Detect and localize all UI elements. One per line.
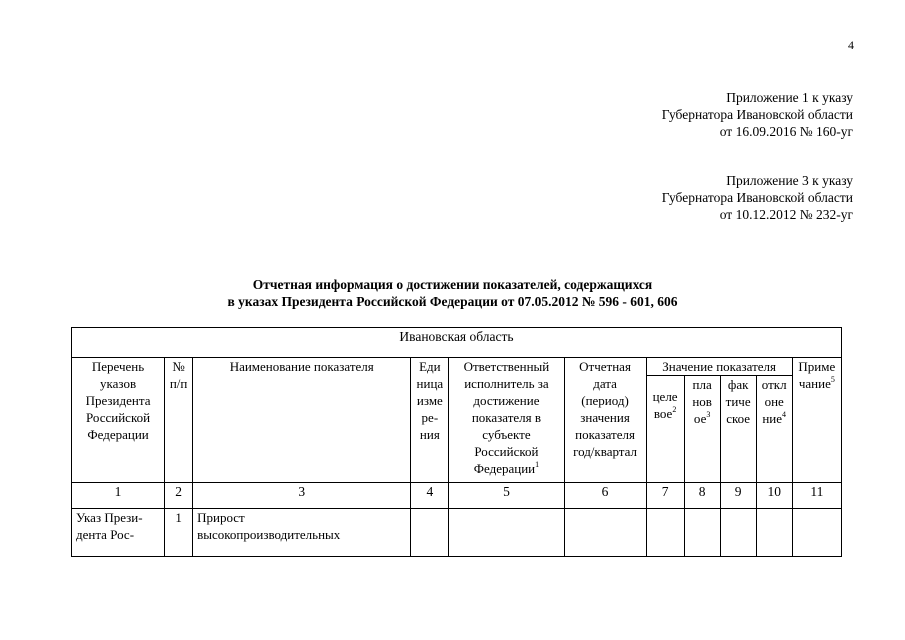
page-number: 4 bbox=[848, 38, 854, 52]
cell-line: тиче bbox=[725, 394, 751, 409]
row-note bbox=[792, 509, 841, 557]
header-number bbox=[165, 358, 193, 483]
appendix-1-line-2: Губернатора Ивановской области bbox=[661, 107, 853, 122]
appendix-note-1 bbox=[662, 89, 853, 140]
header-decrees-list bbox=[72, 358, 165, 483]
header-responsible bbox=[449, 358, 564, 483]
cell-line: фак bbox=[727, 377, 749, 392]
cell-line: показателя в bbox=[471, 410, 542, 425]
appendix-2-line-3: от 10.12.2012 № 232-уг bbox=[719, 207, 853, 222]
row-report-date bbox=[564, 509, 646, 557]
column-number: 10 bbox=[756, 483, 792, 509]
cell-line: Перечень bbox=[91, 359, 145, 374]
row-actual bbox=[720, 509, 756, 557]
cell-line: чание$^5$ bbox=[798, 375, 835, 391]
header-deviation bbox=[756, 376, 792, 483]
column-number: 6 bbox=[564, 483, 646, 509]
header-target bbox=[646, 376, 684, 483]
cell-line: Президента bbox=[85, 393, 151, 408]
row-indicator-name bbox=[193, 509, 411, 557]
cell-line: изме bbox=[416, 393, 443, 408]
title-line-1: Отчетная информация о достижении показателей, содержащихся bbox=[252, 277, 653, 292]
column-number-row bbox=[72, 483, 842, 509]
cell-line: вое$^2$ bbox=[653, 405, 677, 421]
cell-line: высокопроизводительных bbox=[197, 527, 341, 542]
row-responsible bbox=[449, 509, 564, 557]
cell-line: Указ Прези- bbox=[76, 510, 143, 525]
cell-line: $ое^3$ bbox=[693, 410, 711, 426]
header-report-date bbox=[564, 358, 646, 483]
cell-line: Федерации bbox=[87, 427, 149, 442]
column-number: 8 bbox=[684, 483, 720, 509]
cell-line: Еди bbox=[419, 359, 441, 374]
column-number: 2 bbox=[165, 483, 193, 509]
appendix-1-line-3: от 16.09.2016 № 160-уг bbox=[719, 124, 853, 139]
cell-line: ние$^4$ bbox=[762, 410, 787, 426]
column-number: 5 bbox=[449, 483, 564, 509]
appendix-2-line-1: Приложение 3 к указу bbox=[726, 173, 853, 188]
column-number: 7 bbox=[646, 483, 684, 509]
footnote-marker: 5 bbox=[830, 375, 835, 384]
header-planned bbox=[684, 376, 720, 483]
cell-line: Российской bbox=[86, 410, 151, 425]
row-target bbox=[646, 509, 684, 557]
footnote-marker: 2 bbox=[672, 405, 677, 414]
header-actual bbox=[720, 376, 756, 483]
row-planned bbox=[684, 509, 720, 557]
cell-line: Приме bbox=[798, 359, 836, 374]
cell-line: пла bbox=[692, 377, 712, 392]
cell-line: откл bbox=[761, 377, 787, 392]
cell-line: исполнитель за bbox=[464, 376, 549, 391]
cell-line: № bbox=[172, 359, 185, 374]
column-number: 4 bbox=[411, 483, 449, 509]
cell-line: показателя bbox=[575, 427, 635, 442]
cell-line: Российской bbox=[474, 444, 539, 459]
cell-line: ния bbox=[419, 427, 440, 442]
cell-line: п/п bbox=[169, 376, 188, 391]
header-indicator-name: Наименование показателя bbox=[193, 358, 411, 483]
column-number: 3 bbox=[193, 483, 411, 509]
footnote-marker: 4 bbox=[782, 410, 787, 419]
cell-line: значения bbox=[580, 410, 630, 425]
footnote-marker: 3 bbox=[706, 410, 711, 419]
row-number: 1 bbox=[165, 509, 193, 557]
header-indicator-value: Значение показателя bbox=[646, 358, 792, 376]
cell-line: Федерации$^1$ bbox=[473, 460, 540, 476]
row-decree bbox=[72, 509, 165, 557]
cell-line: Отчетная bbox=[579, 359, 631, 374]
region-header: Ивановская область bbox=[72, 328, 842, 358]
cell-line: целе bbox=[652, 389, 678, 404]
footnote-marker: 1 bbox=[535, 460, 540, 469]
cell-line: нов bbox=[692, 394, 712, 409]
document-title bbox=[0, 276, 905, 310]
column-number: 1 bbox=[72, 483, 165, 509]
title-line-2: в указах Президента Российской Федерации от 07.05.2012 № 596 - 601, 606 bbox=[227, 294, 678, 309]
cell-line: дата bbox=[593, 376, 617, 391]
cell-line: ское bbox=[726, 411, 751, 426]
header-note bbox=[792, 358, 841, 483]
column-number: 9 bbox=[720, 483, 756, 509]
cell-line: ре- bbox=[421, 410, 439, 425]
cell-line: Ответственный bbox=[463, 359, 550, 374]
table-row bbox=[72, 509, 842, 557]
cell-line: оне bbox=[764, 394, 784, 409]
report-table bbox=[71, 327, 842, 557]
cell-line: дента Рос- bbox=[76, 527, 135, 542]
appendix-1-line-1: Приложение 1 к указу bbox=[726, 90, 853, 105]
appendix-note-2 bbox=[662, 172, 853, 223]
cell-line: Прирост bbox=[197, 510, 245, 525]
appendix-2-line-2: Губернатора Ивановской области bbox=[661, 190, 853, 205]
cell-line: указов bbox=[100, 376, 137, 391]
cell-line: год/квартал bbox=[573, 444, 638, 459]
cell-line: (период) bbox=[581, 393, 629, 408]
row-unit bbox=[411, 509, 449, 557]
row-deviation bbox=[756, 509, 792, 557]
column-number: 11 bbox=[792, 483, 841, 509]
cell-line: субъекте bbox=[482, 427, 531, 442]
header-unit bbox=[411, 358, 449, 483]
cell-line: достижение bbox=[473, 393, 540, 408]
cell-line: ница bbox=[416, 376, 444, 391]
